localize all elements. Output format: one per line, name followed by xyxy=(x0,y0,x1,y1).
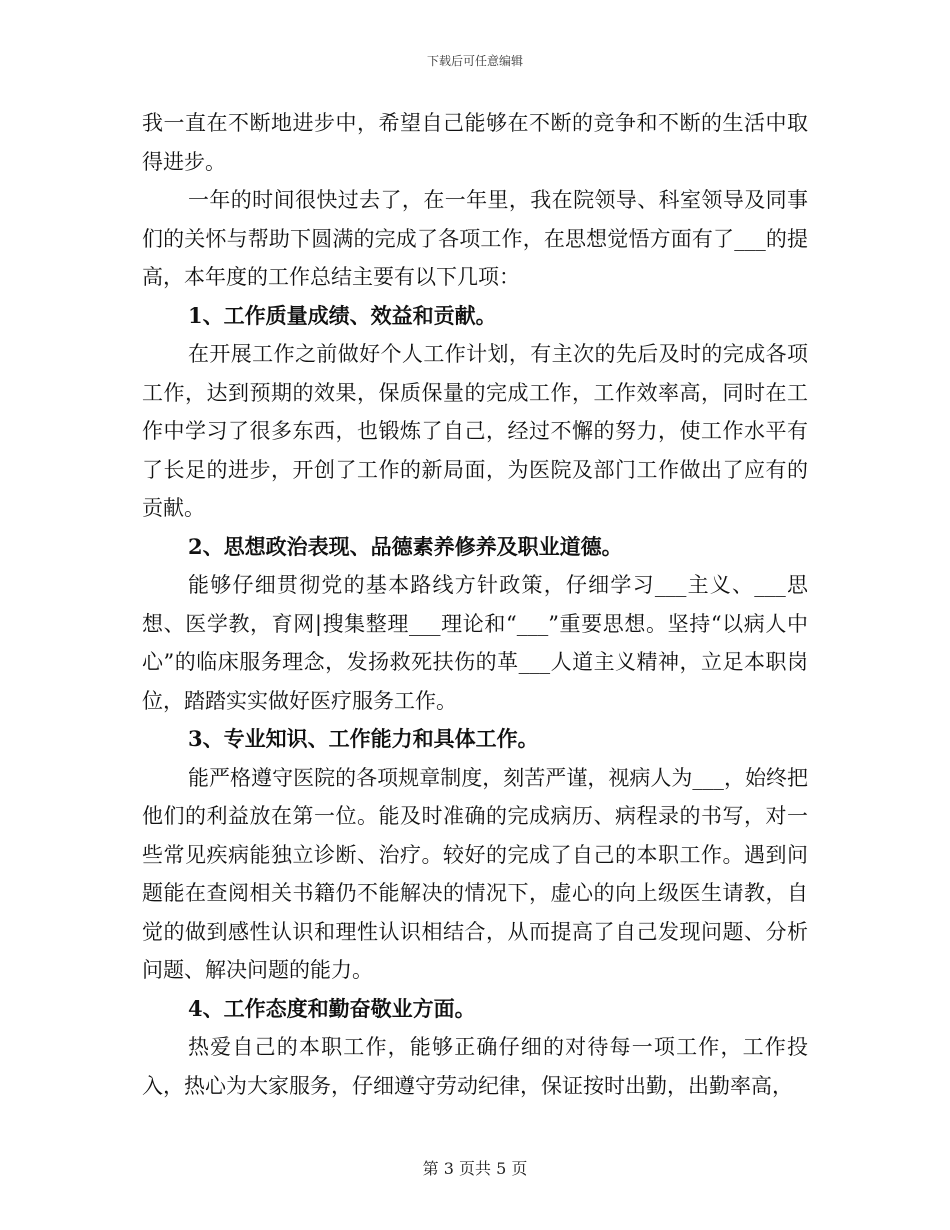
section-heading-1: 1、工作质量成绩、效益和贡献。 xyxy=(188,302,497,328)
section-heading-4: 4、工作态度和勤奋敬业方面。 xyxy=(188,995,476,1021)
paragraph-4: 能够仔细贯彻党的基本路线方针政策，仔细学习___主义、___思想、医学教，育网|搜集整理___理论和“___”重要思想。坚持“以病人中心”的临床服务理念，发扬救死扶伤的革___人道主义精神，立足本职岗位，踏踏实实做好医疗服务工作。 xyxy=(142,573,808,713)
page-footer: 第 3 页共 5 页 xyxy=(422,1159,528,1178)
paragraph-6: 热爱自己的本职工作，能够正确仔细的对待每一项工作，工作投入，热心为大家服务，仔细遵守劳动纪律，保证按时出勤，出勤率高， xyxy=(142,1035,808,1098)
paragraph-3: 在开展工作之前做好个人工作计划，有主次的先后及时的完成各项工作，达到预期的效果，保质保量的完成工作，工作效率高，同时在工作中学习了很多东西，也锻炼了自己，经过不懈的努力，使工作水平有了长足的进步，开创了工作的新局面，为医院及部门工作做出了应有的贡献。 xyxy=(142,342,808,520)
page-header: 下载后可任意编辑 xyxy=(426,54,523,68)
section-heading-2: 2、思想政治表现、品德素养修养及职业道德。 xyxy=(188,533,623,559)
paragraph-1: 我一直在不断地进步中，希望自己能够在不断的竞争和不断的生活中取得进步。 xyxy=(142,111,808,174)
document-body xyxy=(142,104,808,1105)
paragraph-5: 能严格遵守医院的各项规章制度，刻苦严谨，视病人为___，始终把他们的利益放在第一位。能及时准确的完成病历、病程录的书写，对一些常见疾病能独立诊断、治疗。较好的完成了自己的本职工作。遇到问题能在查阅相关书籍仍不能解决的情况下，虚心的向上级医生请教，自觉的做到感性认识和理性认识相结合，从而提高了自己发现问题、分析问题、解决问题的能力。 xyxy=(142,765,808,982)
paragraph-2: 一年的时间很快过去了，在一年里，我在院领导、科室领导及同事们的关怀与帮助下圆满的完成了各项工作，在思想觉悟方面有了___的提高，本年度的工作总结主要有以下几项： xyxy=(142,188,808,289)
section-heading-3: 3、专业知识、工作能力和具体工作。 xyxy=(188,726,539,751)
